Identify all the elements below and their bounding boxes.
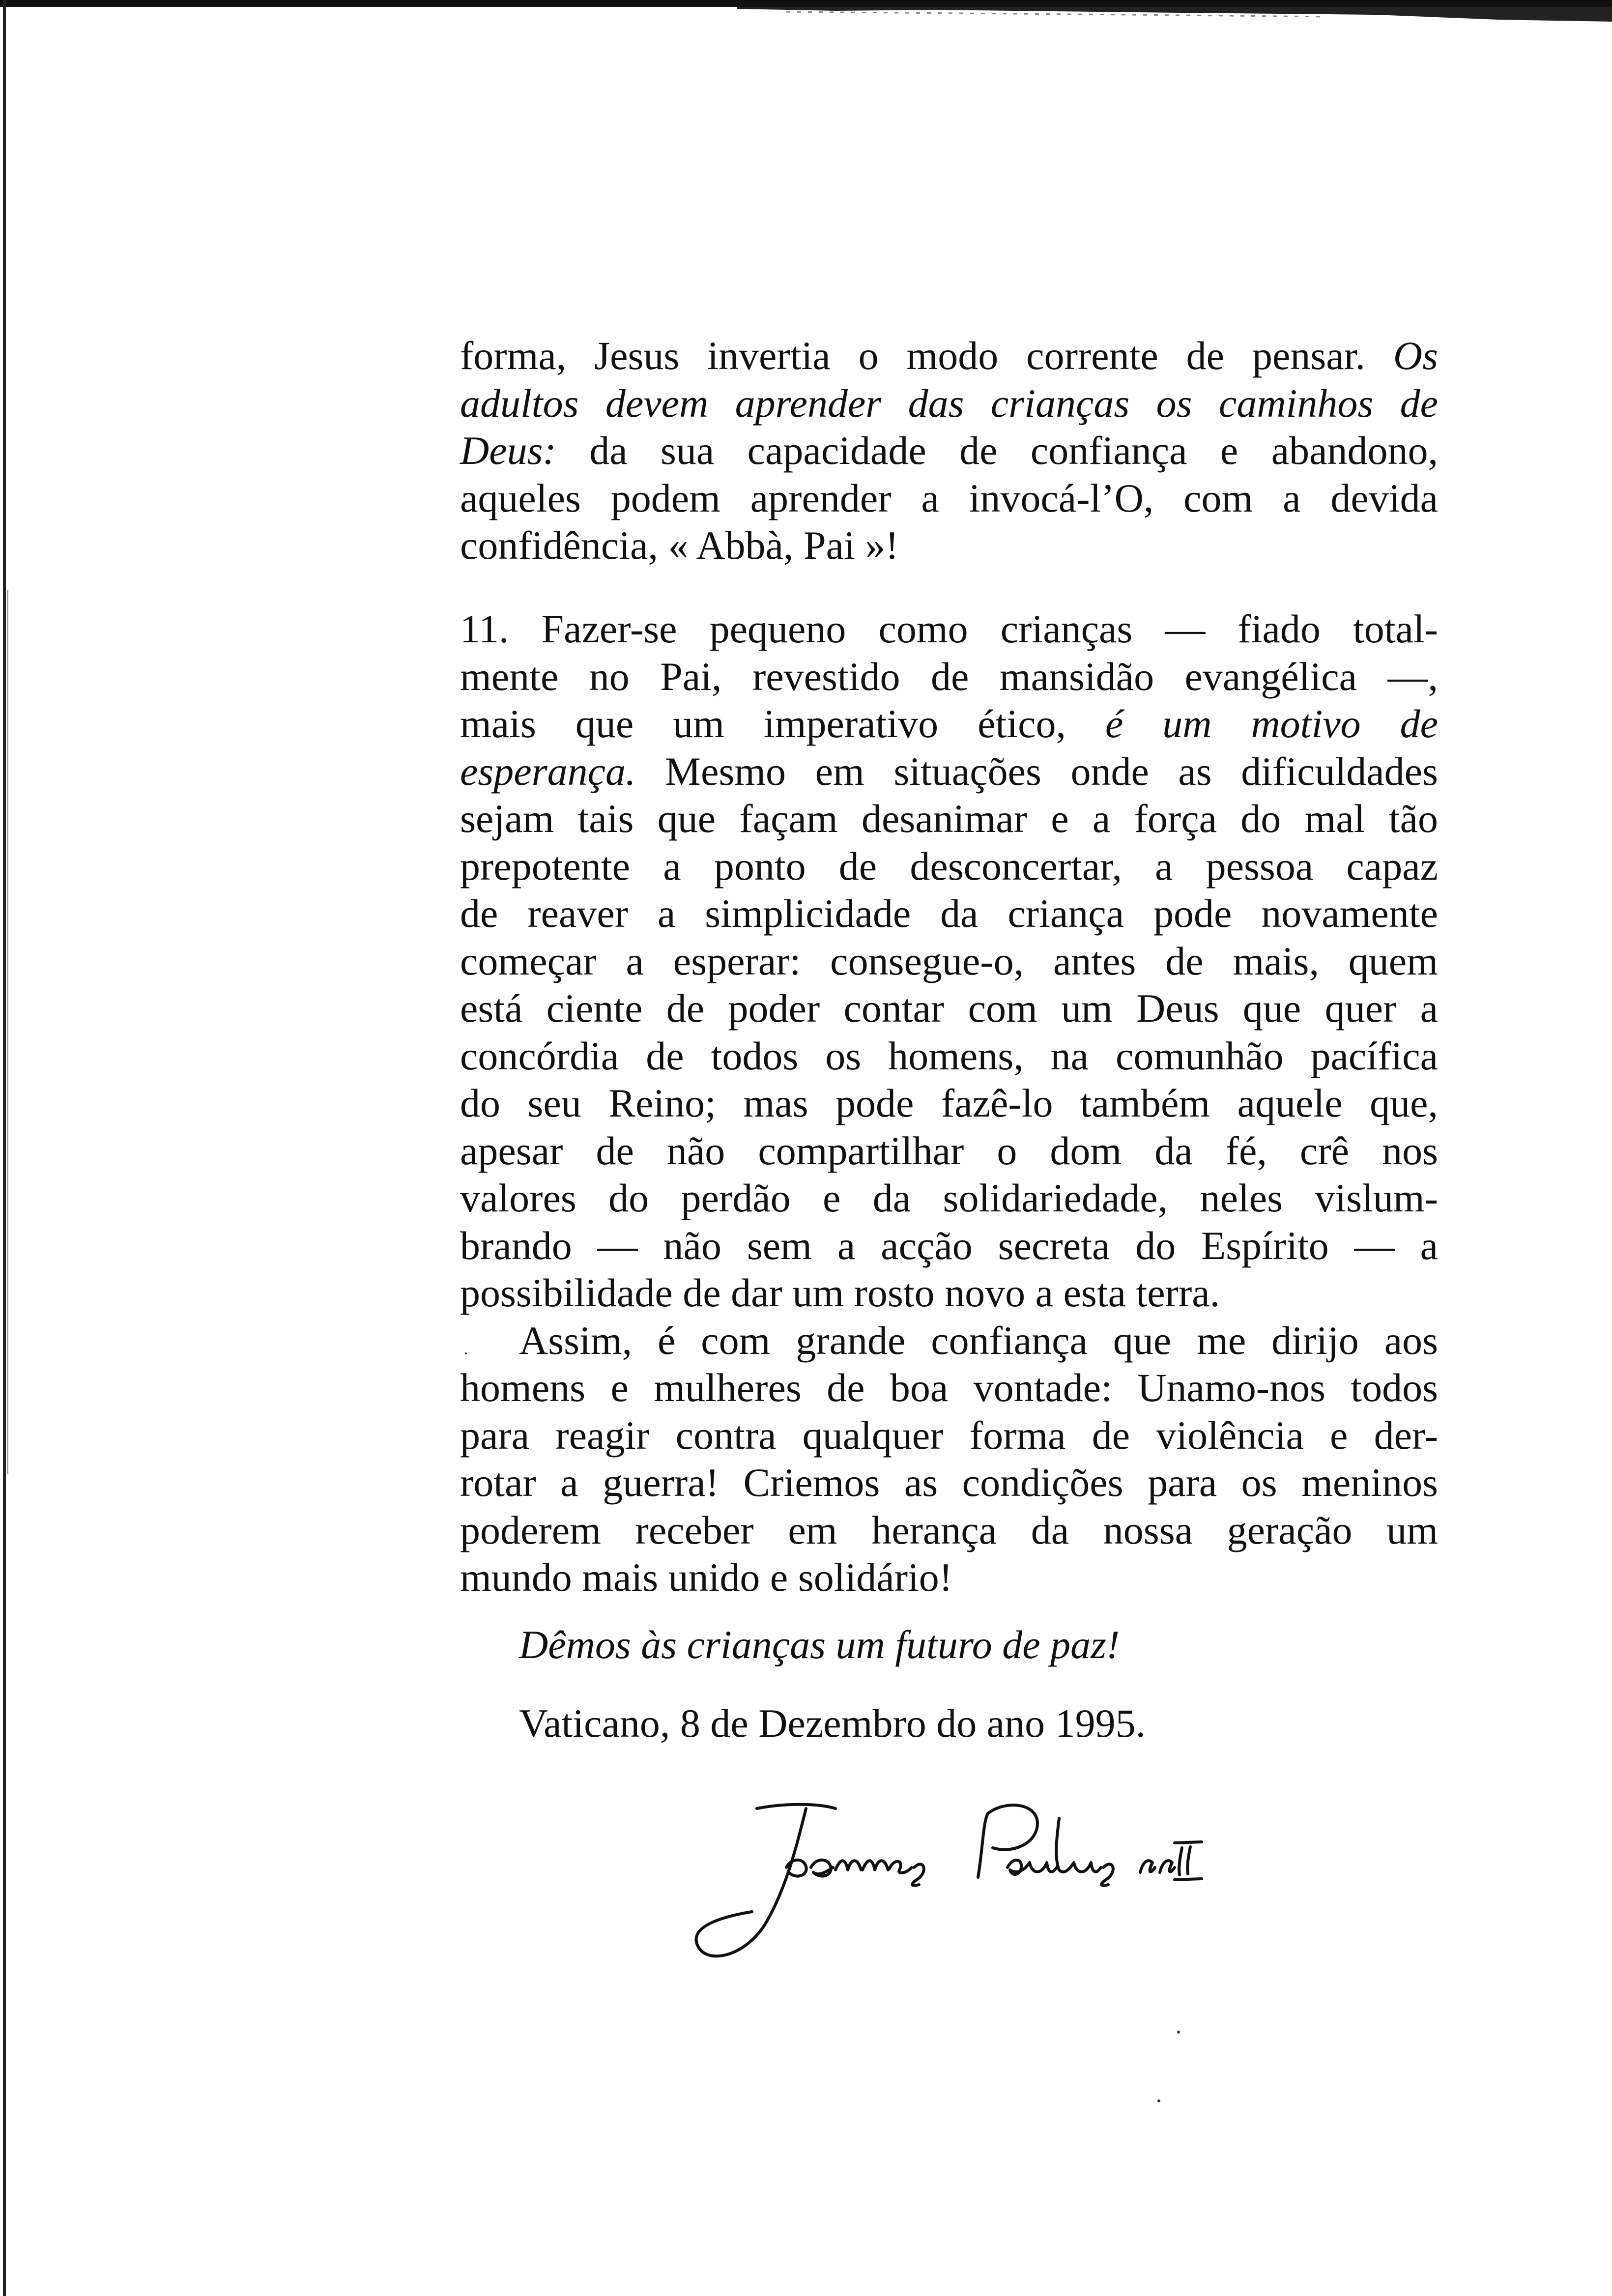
scan-top-edge <box>0 0 1612 29</box>
text-line: concórdia de todos os homens, na comunhão pacífica <box>460 1033 1438 1078</box>
text-line: 11. Fazer-se pequeno como crianças — fiado total- <box>460 606 1438 651</box>
text-line: prepotente a ponto de desconcertar, a pessoa capaz <box>460 843 1438 889</box>
signature <box>668 1789 1258 1976</box>
section-11 <box>460 605 1438 1602</box>
text-line: mais que um imperativo ético, é um motivo de <box>460 701 1439 746</box>
text-line: apesar de não compartilhar o dom da fé, crê nos <box>460 1128 1438 1173</box>
text-line: forma, Jesus invertia o modo corrente de pensar. Os <box>460 333 1438 378</box>
text-line: começar a esperar: consegue-o, antes de mais, quem <box>460 938 1438 983</box>
text-line: sejam tais que façam desanimar e a força do mal tão <box>460 796 1438 841</box>
text-line: possibilidade de dar um rosto novo a esta terra. <box>460 1270 1220 1315</box>
text-line: Deus: da sua capacidade de confiança e abandono, <box>460 428 1438 473</box>
scan-speck <box>465 1352 467 1354</box>
text-line: rotar a guerra! Criemos as condições para os meninos <box>460 1460 1438 1505</box>
paragraph-continuation <box>460 332 1438 570</box>
text-line: esperança. Mesmo em situações onde as dificuldades <box>460 748 1438 794</box>
text-line: mundo mais unido e solidário! <box>460 1555 953 1600</box>
scan-left-edge <box>0 0 20 2296</box>
dateline: Vaticano, 8 de Dezembro do ano 1995. <box>519 1701 1146 1746</box>
scan-speck <box>1157 2099 1160 2102</box>
text-line: aqueles podem aprender a invocá-l’O, com a devida <box>460 475 1438 520</box>
text-line: de reaver a simplicidade da criança pode novamente <box>460 891 1438 936</box>
text-line: adultos devem aprender das crianças os caminhos de <box>460 380 1438 426</box>
text-line: para reagir contra qualquer forma de violência e der- <box>460 1412 1438 1458</box>
text-line: Assim, é com grande confiança que me dirijo aos <box>519 1318 1438 1363</box>
scan-speck <box>1177 2031 1180 2034</box>
text-line: brando — não sem a acção secreta do Espírito — a <box>460 1223 1438 1268</box>
text-line: mente no Pai, revestido de mansidão evangélica —, <box>460 654 1438 699</box>
closing-motto: Dêmos às crianças um futuro de paz! <box>519 1622 1120 1667</box>
text-line: do seu Reino; mas pode fazê-lo também aquele que, <box>460 1081 1438 1125</box>
text-line: homens e mulheres de boa vontade: Unamo-nos todos <box>460 1365 1438 1410</box>
text-line: poderem receber em herança da nossa geração um <box>460 1507 1438 1552</box>
text-line: confidência, « Abbà, Pai »! <box>460 523 899 568</box>
text-line: está ciente de poder contar com um Deus que quer a <box>460 986 1438 1031</box>
text-line: valores do perdão e da solidariedade, neles vislum- <box>460 1176 1438 1220</box>
